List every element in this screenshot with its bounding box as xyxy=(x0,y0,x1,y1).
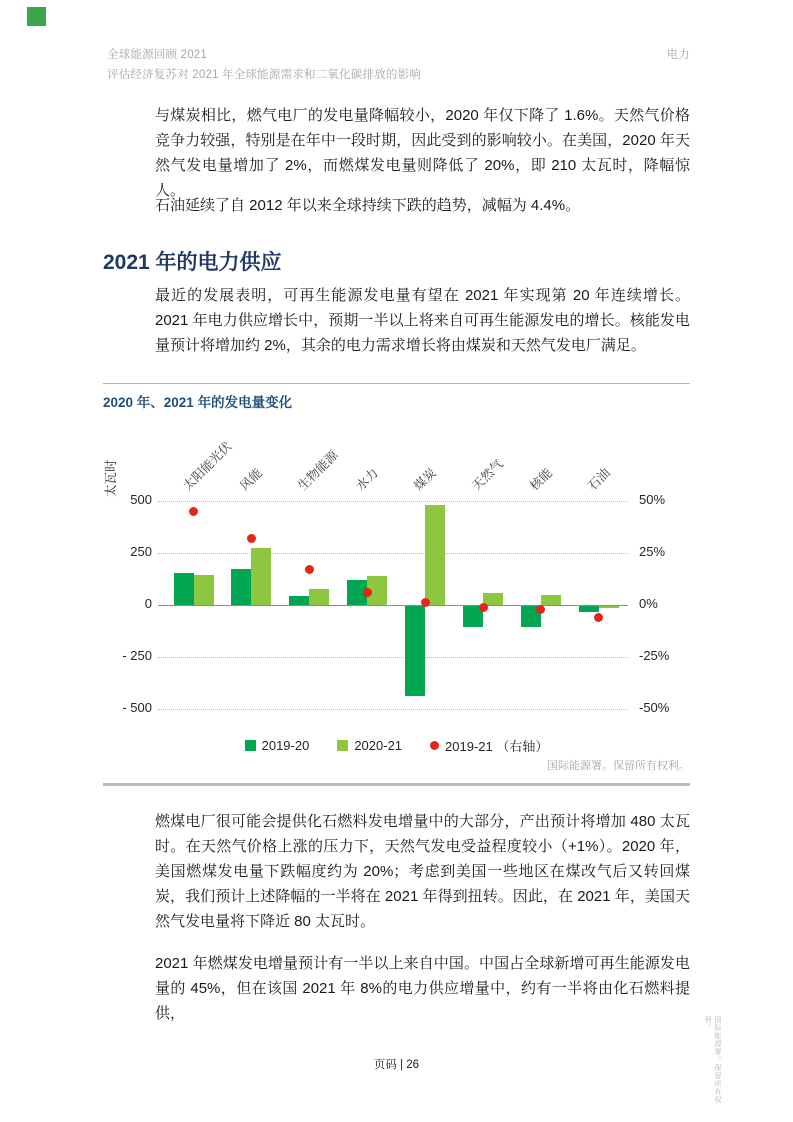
category-label: 生物能源 xyxy=(295,448,341,494)
header-report-subtitle: 评估经济复苏对 2021 年全球能源需求和二氧化碳排放的影响 xyxy=(107,69,421,81)
paragraph-supply: 最近的发展表明，可再生能源发电量有望在 2021 年实现第 20 年连续增长。2021 年电力供应增长中，预期一半以上将来自可再生能源发电的增长。核能发电量预计将增加约 2%，其余的电力需求增长将由煤炭和天然气发电厂满足。 xyxy=(155,287,690,354)
pct-axis-tick-label: 25% xyxy=(639,544,666,559)
bar-2020-21 xyxy=(251,548,271,605)
y-axis-tick-label: 0 xyxy=(144,596,152,611)
y-axis-tick-label: - 250 xyxy=(122,648,152,663)
bar-2019-20 xyxy=(174,573,194,605)
gridline xyxy=(158,553,628,554)
category-label: 核能 xyxy=(527,465,555,494)
header-section-label: 电力 xyxy=(666,49,690,61)
chart-legend xyxy=(103,736,690,755)
page-number: 页码 | 26 xyxy=(373,1059,420,1071)
bar-2020-21 xyxy=(599,606,619,608)
gridline xyxy=(158,709,628,710)
change-dot xyxy=(421,598,430,607)
y-axis-tick-label: - 500 xyxy=(122,700,152,715)
bar-2020-21 xyxy=(309,589,329,605)
bar-2019-20 xyxy=(289,596,309,605)
bar-2019-20 xyxy=(231,569,251,605)
y-axis-tick-label: 250 xyxy=(130,544,152,559)
pct-axis-tick-label: 50% xyxy=(639,492,666,507)
legend-label: 2020-21 xyxy=(354,738,403,753)
figure-bottom-rule xyxy=(103,783,690,786)
category-label: 石油 xyxy=(585,465,613,494)
paragraph-gas: 与煤炭相比，燃气电厂的发电量降幅较小，2020 年仅下降了 1.6%。天然气价格竞争力较强，特别是在年中一段时期，因此受到的影响较小。在美国，2020 年天然气发电量增加了 2%，而燃煤发电量则降低了 20%，即 210 太瓦时，降幅惊人。 xyxy=(155,107,690,199)
change-dot xyxy=(479,603,488,612)
legend-item xyxy=(430,736,548,755)
section-heading: 2021 年的电力供应 xyxy=(103,251,282,274)
bar-2020-21 xyxy=(541,595,561,605)
category-label: 风能 xyxy=(237,465,266,494)
paragraph-coal-outlook: 燃煤电厂很可能会提供化石燃料发电增量中的大部分，产出预计将增加 480 太瓦时。在天然气价格上涨的压力下，天然气发电受益程度较小（+1%）。2020 年，美国燃煤发电量下跌幅度约为 20%；考虑到美国一些地区在煤改气后又转回煤炭，我们预计上述降幅的一半将在 2021 年得到扭转。因此，在 2021 年，美国天然气发电量将下降近 80 太瓦时。 xyxy=(155,813,690,930)
y-axis-tick-label: 500 xyxy=(130,492,152,507)
pct-axis-tick-label: -50% xyxy=(639,700,670,715)
change-dot xyxy=(305,565,314,574)
paragraph-china: 2021 年燃煤发电增量预计有一半以上来自中国。中国占全球新增可再生能源发电量的 45%，但在该国 2021 年 8%的电力供应增量中，约有一半将由化石燃料提供， xyxy=(155,955,690,1022)
bar-2020-21 xyxy=(194,575,214,605)
pct-axis-tick-label: 0% xyxy=(639,596,658,611)
category-label: 水力 xyxy=(353,465,382,494)
bar-2019-20 xyxy=(579,606,599,612)
change-dot xyxy=(189,507,198,516)
legend-square-swatch xyxy=(245,740,256,751)
change-dot xyxy=(247,534,256,543)
change-dot xyxy=(363,588,372,597)
change-dot xyxy=(536,605,545,614)
bar-2020-21 xyxy=(425,505,445,605)
legend-dot-swatch xyxy=(430,741,439,750)
zero-axis-line xyxy=(158,605,628,606)
legend-square-swatch xyxy=(337,740,348,751)
legend-label: 2019-21 （右轴） xyxy=(445,739,549,754)
category-label: 天然气 xyxy=(469,456,506,494)
change-dot xyxy=(594,613,603,622)
gridline xyxy=(158,657,628,658)
category-label: 太阳能光伏 xyxy=(179,439,234,494)
legend-item xyxy=(245,738,310,753)
y-axis-title: 太瓦时 xyxy=(104,459,118,497)
legend-label: 2019-20 xyxy=(261,738,310,753)
bar-2019-20 xyxy=(405,606,425,696)
figure-title: 2020 年、2021 年的发电量变化 xyxy=(103,395,293,410)
category-label: 煤炭 xyxy=(411,465,440,494)
chart-source: 国际能源署。保留所有权利。 xyxy=(547,760,690,772)
legend-item xyxy=(337,738,402,753)
paragraph-oil: 石油延续了自 2012 年以来全球持续下跌的趋势，减幅为 4.4%。 xyxy=(155,197,581,214)
margin-copyright-note: 国际能源署。保留所有权利。 xyxy=(704,1016,721,1104)
gridline xyxy=(158,501,628,502)
pct-axis-tick-label: -25% xyxy=(639,648,670,663)
header-report-title: 全球能源回顾 2021 xyxy=(107,49,207,61)
